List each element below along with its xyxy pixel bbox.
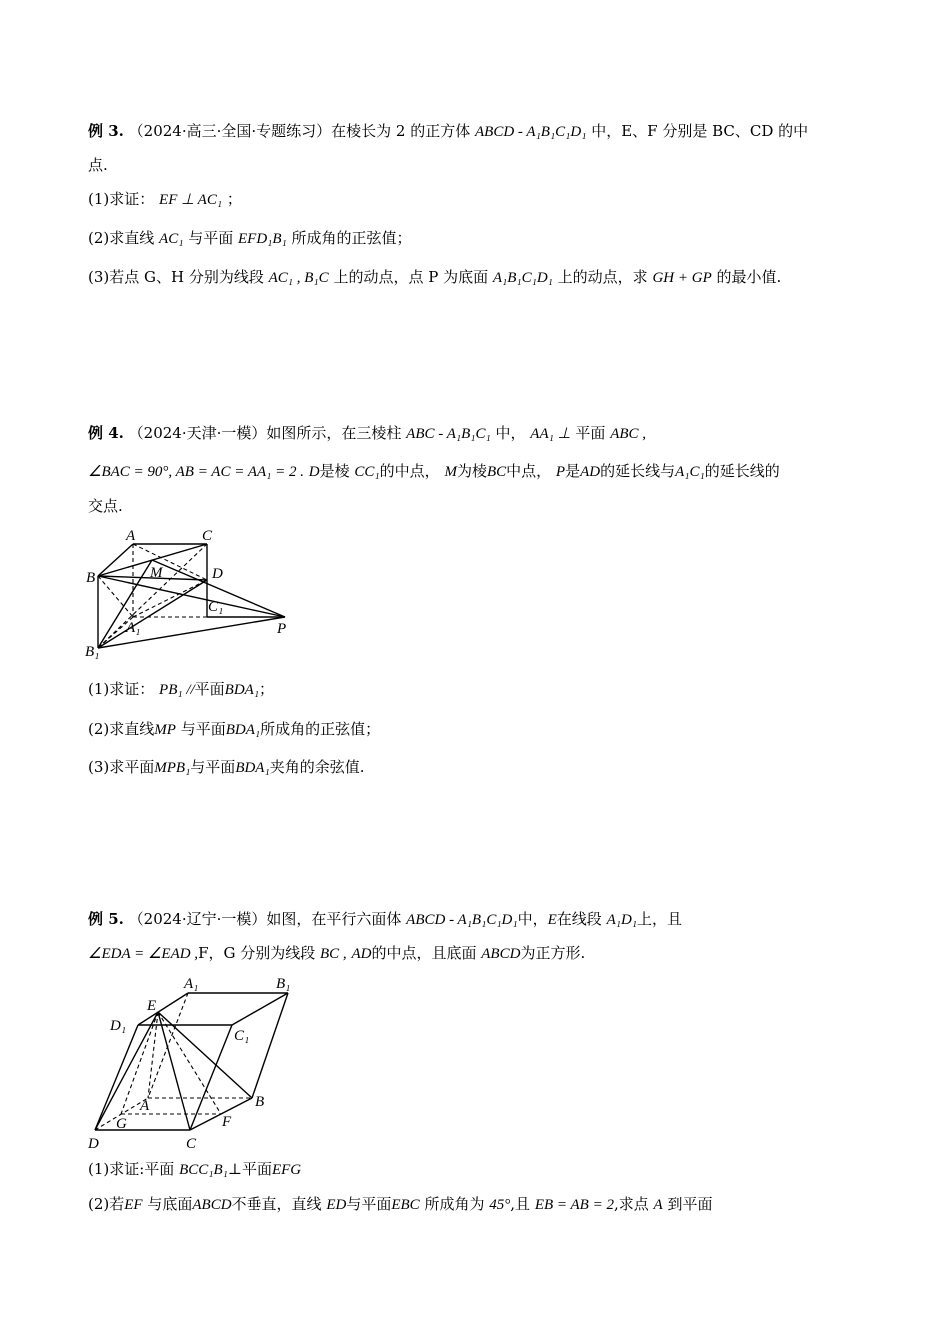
ex5-q2-b: 不垂直，直线 bbox=[231, 1195, 322, 1213]
ex3-q2-pre: (2)求直线 bbox=[88, 229, 155, 247]
ex5-q2-m7: A bbox=[653, 1197, 663, 1213]
ex4-question-2 bbox=[88, 719, 380, 740]
ex5-line-2 bbox=[88, 943, 585, 964]
ex4-q1-post: ； bbox=[259, 680, 275, 698]
ex4-l2-a: D bbox=[308, 464, 320, 480]
ex4-l2-b: 是棱 bbox=[319, 462, 350, 480]
label-C: C bbox=[186, 1136, 197, 1152]
ex5-q2-f: ,求点 bbox=[613, 1195, 649, 1213]
edge-B1D bbox=[98, 580, 207, 648]
ex4-q2-m1: MP bbox=[154, 722, 176, 738]
ex4-q3-m1: MPB₁ bbox=[154, 760, 191, 776]
ex5-l1-post: 上，且 bbox=[637, 910, 683, 928]
label-C: C bbox=[202, 528, 213, 544]
label-A1: A₁ bbox=[126, 620, 141, 636]
ex3-line-2 bbox=[88, 155, 108, 175]
ex3-question-1 bbox=[88, 189, 242, 210]
label-A1: A₁ bbox=[184, 976, 199, 992]
ex4-l2-g: 的延长线与 bbox=[600, 462, 676, 480]
ex5-l1-m2: E bbox=[547, 912, 557, 928]
ex5-l1-m1: ABCD - A₁B₁C₁D₁ bbox=[406, 912, 518, 928]
ex5-l1-mid2: 在线段 bbox=[556, 910, 602, 928]
ex4-l1-mid: 中， bbox=[495, 424, 526, 442]
ex4-line-1 bbox=[88, 423, 646, 444]
ex5-q1-m2: EFG bbox=[271, 1162, 302, 1178]
ex5-l2-m3: AD bbox=[351, 946, 372, 962]
ex4-l2-f: 是 bbox=[565, 462, 581, 480]
ex5-q1-m1: BCC₁B₁ bbox=[179, 1162, 228, 1178]
ex4-q3-pre: (3)求平面 bbox=[88, 758, 155, 776]
ex4-question-1 bbox=[88, 679, 274, 700]
ex5-l2-a: F，G 分别为线段 bbox=[198, 944, 316, 962]
ex5-l1-text: （2024·辽宁·一模）如图，在平行六面体 bbox=[128, 910, 402, 928]
ex5-l1-mid: 中， bbox=[517, 910, 548, 928]
ex5-question-1 bbox=[88, 1159, 301, 1180]
ex5-label: 例 5. bbox=[88, 910, 124, 928]
ex4-l2-m5: P bbox=[555, 464, 566, 480]
ex4-q3-mid: 与平面 bbox=[190, 758, 236, 776]
ex3-l2: 点. bbox=[88, 156, 108, 174]
ex3-source: （2024·高三·全国·专题练习）在棱长为 2 的正方体 bbox=[128, 122, 471, 140]
label-F: F bbox=[222, 1114, 232, 1130]
edge-B1B bbox=[252, 993, 288, 1098]
ex5-q2-g: 到平面 bbox=[667, 1195, 713, 1213]
label-B1: B₁ bbox=[85, 644, 100, 660]
label-E: E bbox=[147, 998, 157, 1014]
label-C1: C₁ bbox=[234, 1028, 250, 1044]
ex4-q1-mid: 平面 bbox=[194, 680, 225, 698]
ex3-q3-post: 的最小值. bbox=[716, 268, 782, 286]
ex5-q2-d: 所成角为 bbox=[424, 1195, 485, 1213]
ex4-l2-m1: ∠BAC = 90°, AB = AC = AA₁ = 2 . bbox=[88, 464, 304, 480]
ex3-q3-mid2: 上的动点，求 bbox=[557, 268, 648, 286]
edge-EF bbox=[158, 1012, 221, 1114]
ex3-question-3 bbox=[88, 267, 781, 288]
ex3-solid: ABCD - A₁B₁C₁D₁ bbox=[475, 124, 587, 140]
ex5-q2-a: 与底面 bbox=[147, 1195, 193, 1213]
ex5-question-2 bbox=[88, 1194, 713, 1215]
ex4-q1-m2: BDA₁ bbox=[224, 682, 260, 698]
ex4-l1-m3: ABC , bbox=[610, 426, 647, 442]
ex4-l1-m2: AA₁ ⊥ bbox=[530, 426, 571, 442]
ex5-l1-m3: A₁D₁ bbox=[606, 912, 638, 928]
ex5-q1-pre: (1)求证:平面 bbox=[88, 1160, 175, 1178]
ex4-q2-post: 所成角的正弦值； bbox=[260, 720, 381, 738]
ex3-q3-m1: AC₁ , B₁C bbox=[268, 270, 329, 286]
ex3-l1-rest: 中，E、F 分别是 BC、CD 的中 bbox=[591, 122, 809, 140]
ex4-q2-m2: BDA₁ bbox=[225, 722, 261, 738]
ex4-label: 例 4. bbox=[88, 424, 124, 442]
ex3-q2-m1: AC₁ bbox=[159, 231, 184, 247]
ex5-q2-pre: (2)若 bbox=[88, 1195, 125, 1213]
ex4-l2-e: 中点， bbox=[506, 462, 552, 480]
ex3-q3-mid: 上的动点，点 P 为底面 bbox=[333, 268, 489, 286]
ex4-q1-pre: (1)求证： bbox=[88, 680, 155, 698]
ex4-l1-m1: ABC - A₁B₁C₁ bbox=[406, 426, 491, 442]
ex3-q2-post: 所成角的正弦值； bbox=[291, 229, 412, 247]
ex3-q2-mid: 与平面 bbox=[188, 229, 234, 247]
ex4-l2-d: 为棱 bbox=[456, 462, 487, 480]
ex5-q2-e: ,且 bbox=[510, 1195, 531, 1213]
ex4-l2-m4: BC bbox=[486, 464, 507, 480]
label-D: D bbox=[88, 1136, 99, 1152]
ex5-l2-b: 的中点，且底面 bbox=[371, 944, 477, 962]
label-B1: B₁ bbox=[276, 976, 291, 992]
ex3-q3-pre: (3)若点 G、H 分别为线段 bbox=[88, 268, 264, 286]
ex3-q1-pre: (1)求证： bbox=[88, 190, 155, 208]
ex3-label: 例 3. bbox=[88, 122, 124, 140]
ex4-l2-m2: CC₁ bbox=[354, 464, 380, 480]
label-M: M bbox=[150, 565, 163, 581]
label-B: B bbox=[255, 1094, 265, 1110]
ex3-q3-m2: A₁B₁C₁D₁ bbox=[492, 270, 553, 286]
ex4-line-2 bbox=[88, 461, 780, 482]
label-A: A bbox=[126, 528, 136, 544]
ex4-q3-m2: BDA₁ bbox=[235, 760, 270, 776]
ex4-q1-m1: PB₁ // bbox=[159, 682, 195, 698]
ex4-l3: 交点. bbox=[88, 497, 123, 515]
label-C1: C₁ bbox=[208, 599, 224, 615]
ex4-prism-figure bbox=[80, 522, 310, 662]
label-D: D bbox=[212, 566, 223, 582]
ex4-l1-post: 平面 bbox=[575, 424, 606, 442]
ex5-q2-m2: ABCD bbox=[192, 1197, 232, 1213]
ex4-l2-m7: A₁C₁ bbox=[675, 464, 705, 480]
label-A: A bbox=[140, 1098, 150, 1114]
ex5-q2-m3: ED bbox=[326, 1197, 347, 1213]
ex3-q2-m2: EFD₁B₁ bbox=[238, 231, 287, 247]
label-P: P bbox=[277, 621, 287, 637]
ex4-line-3 bbox=[88, 496, 123, 516]
ex5-l2-m4: ABCD bbox=[481, 946, 521, 962]
ex5-l2-m2: BC , bbox=[320, 946, 347, 962]
label-D1: D₁ bbox=[110, 1018, 127, 1034]
ex5-q2-m1: EF bbox=[124, 1197, 143, 1213]
ex3-q1-post: ； bbox=[226, 190, 242, 208]
label-B: B bbox=[86, 570, 96, 586]
ex5-line-1 bbox=[88, 909, 682, 930]
ex4-l2-m3: M bbox=[444, 464, 457, 480]
ex5-q2-m4: EBC bbox=[391, 1197, 420, 1213]
ex5-l2-c: 为正方形. bbox=[520, 944, 586, 962]
label-G: G bbox=[116, 1116, 127, 1132]
edge-EC bbox=[158, 1012, 190, 1130]
edge-B1C1 bbox=[232, 993, 288, 1025]
ex5-parallelepiped-figure bbox=[80, 968, 310, 1153]
ex4-q3-post: 夹角的余弦值. bbox=[269, 758, 365, 776]
ex5-q2-c: 与平面 bbox=[346, 1195, 392, 1213]
ex3-question-2 bbox=[88, 228, 412, 249]
ex5-q2-m5: 45° bbox=[489, 1197, 511, 1213]
ex3-line-1 bbox=[88, 121, 808, 142]
ex5-q2-m6: EB = AB = 2 bbox=[534, 1197, 614, 1213]
ex5-l2-m1: ∠EDA = ∠EAD , bbox=[88, 946, 199, 962]
ex4-q2-pre: (2)求直线 bbox=[88, 720, 155, 738]
ex3-q1-math: EF ⊥ AC₁ bbox=[159, 192, 223, 208]
edge-BP bbox=[98, 576, 285, 617]
ex5-q1-mid: ⊥平面 bbox=[227, 1160, 272, 1178]
ex4-l2-m6: AD bbox=[580, 464, 601, 480]
ex4-q2-mid: 与平面 bbox=[180, 720, 226, 738]
ex4-l2-c: 的中点， bbox=[379, 462, 440, 480]
ex4-question-3 bbox=[88, 757, 364, 778]
ex4-l1-text: （2024·天津·一模）如图所示，在三棱柱 bbox=[128, 424, 402, 442]
ex4-l2-h: 的延长线的 bbox=[704, 462, 780, 480]
ex3-q3-m3: GH + GP bbox=[652, 270, 712, 286]
